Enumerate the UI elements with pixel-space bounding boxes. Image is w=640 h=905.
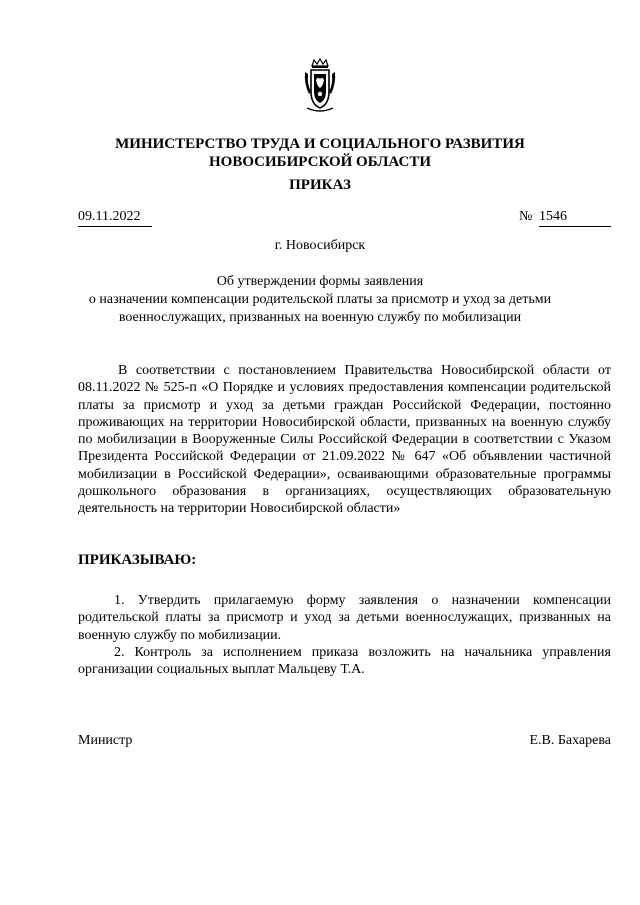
subject-line2: о назначении компенсации родительской платы за присмотр и уход за детьми	[88, 292, 552, 307]
number-sign: №	[519, 209, 533, 224]
coat-of-arms-icon	[303, 58, 337, 114]
document-subject	[0, 273, 640, 327]
signatory-position: Министр	[78, 733, 133, 748]
document-city: г. Новосибирск	[274, 238, 366, 253]
document-date: 09.11.2022	[78, 209, 152, 227]
order-item-1: 1. Утвердить прилагаемую форму заявления о назначении компенсации родительской платы за присмотр и уход за детьми военнослужащих, призванных на военную службу по мобилизации.	[78, 593, 611, 643]
document-type: ПРИКАЗ	[289, 177, 351, 193]
ministry-title-line1: МИНИСТЕРСТВО ТРУДА И СОЦИАЛЬНОГО РАЗВИТИЯ	[115, 136, 525, 152]
subject-line1: Об утверждении формы заявления	[216, 274, 424, 289]
ministry-title-line2: НОВОСИБИРСКОЙ ОБЛАСТИ	[208, 154, 432, 170]
document-number: 1546	[539, 209, 611, 227]
subject-line3: военнослужащих, призванных на военную службу по мобилизации	[118, 310, 522, 325]
ministry-title	[0, 135, 640, 171]
order-heading: ПРИКАЗЫВАЮ:	[78, 552, 197, 568]
signatory-name: Е.В. Бахарева	[529, 733, 611, 748]
order-item-2: 2. Контроль за исполнением приказа возложить на начальника управления организации социальных выплат Мальцеву Т.А.	[78, 645, 611, 678]
preamble-paragraph: В соответствии с постановлением Правительства Новосибирской области от 08.11.2022 № 525-п «О Порядке и условиях предоставления компенсации родительской платы за присмотр и уход за детьми граждан Российской Федерации, постоянно проживающих на территории Новосибирской области, призванных на военную службу по мобилизации в Вооруженные Силы Российской Федерации в соответствии с Указом Президента Российской Федерации от 21.09.2022 № 647 «Об объявлении частичной мобилизации в Российской Федерации», осваивающими образовательные программы дошкольного образования в организациях, осуществляющих образовательную деятельность на территории Новосибирской области»	[78, 363, 611, 517]
